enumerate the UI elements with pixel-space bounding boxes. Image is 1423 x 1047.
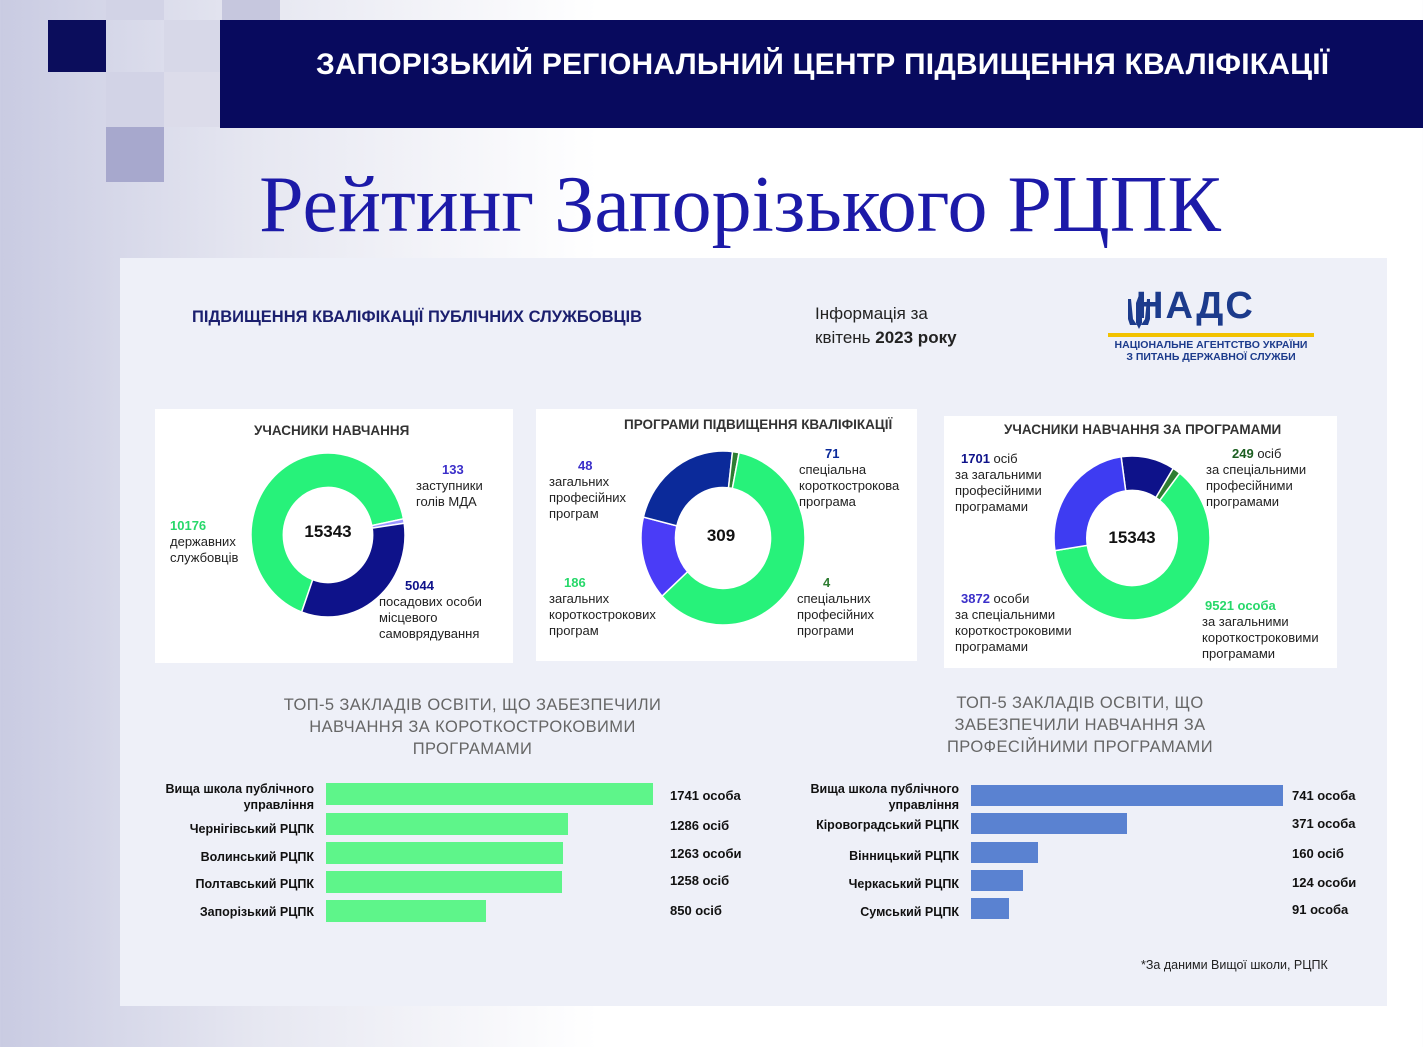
nads-sub1: НАЦІОНАЛЬНЕ АГЕНТСТВО УКРАЇНИ	[1114, 339, 1308, 351]
label-general-prof-people-desc: за загальними професійними програмами	[955, 467, 1042, 514]
label-unit-osoba: особа	[1237, 598, 1276, 613]
label-special-prof-people	[1206, 446, 1326, 462]
bars1-value-label: 741 особа	[1292, 788, 1356, 803]
bar-chart-short-title: ТОП-5 ЗАКЛАДІВ ОСВІТИ, ЩО ЗАБЕЗПЕЧИЛИ НАВЧАННЯ ЗА КОРОТКОСТРОКОВИМИ ПРОГРАМАМИ	[283, 696, 662, 758]
bars1-category-label: Вища школа публічного управління	[810, 782, 959, 812]
label-general-short-people-value: 9521	[1205, 598, 1234, 613]
label-special-short-value: 71	[825, 446, 840, 461]
nads-subtitle	[1100, 339, 1322, 363]
label-general-prof-people-value: 1701	[961, 451, 990, 466]
bars1-bar	[971, 870, 1023, 891]
donut1-slice-1	[643, 451, 732, 526]
label-general-short-people-row	[1202, 598, 1332, 614]
infographic-heading: ПІДВИЩЕННЯ КВАЛІФІКАЦІЇ ПУБЛІЧНИХ СЛУЖБОВЦІВ	[192, 308, 643, 326]
card-by-program-title: УЧАСНИКИ НАВЧАННЯ ЗА ПРОГРАМАМИ	[1004, 422, 1282, 437]
label-civil-servants-text: державних службовців	[170, 534, 239, 565]
label-special-prof-text: спеціальних професійних програми	[797, 591, 875, 638]
decor-square	[222, 0, 280, 20]
label-special-prof-people-value: 249	[1232, 446, 1254, 461]
bars1-category-label: Сумський РЦПК	[860, 905, 959, 919]
label-local-officials-text: посадових особи місцевого самоврядування	[379, 594, 482, 641]
label-general-short-people	[1202, 598, 1332, 614]
donut-by-program-total: 15343	[1108, 528, 1156, 547]
donut-programs-total: 309	[706, 526, 736, 545]
bars0-category-label: Чернігівський РЦПК	[189, 822, 314, 836]
nads-name: НАДС	[1136, 285, 1255, 327]
nads-stripe	[1108, 333, 1314, 337]
bars1-bar	[971, 813, 1127, 834]
bars1-category-label: Вінницький РЦПК	[849, 849, 959, 863]
label-special-prof-people-desc: за спеціальними професійними програмами	[1206, 462, 1307, 509]
banner-title: ЗАПОРІЗЬКИЙ РЕГІОНАЛЬНИЙ ЦЕНТР ПІДВИЩЕННЯ КВАЛІФІКАЦІЇ	[316, 48, 1330, 81]
bars1-bar	[971, 785, 1283, 806]
decor-square	[164, 72, 222, 127]
donut-participants-total: 15343	[304, 522, 352, 541]
card-participants-title: УЧАСНИКИ НАВЧАННЯ	[254, 423, 410, 438]
bars0-value-label: 1258 осіб	[670, 873, 730, 888]
decor-square	[106, 72, 164, 127]
label-unit-osib: осіб	[993, 451, 1018, 466]
label-general-short-text: загальних короткострокових програм	[549, 591, 656, 638]
footnote: *За даними Вищої школи, РЦПК	[1141, 958, 1328, 972]
label-general-short	[549, 575, 674, 639]
bars1-value-label: 124 особи	[1292, 875, 1357, 890]
bars0-value-label: 1263 особи	[670, 846, 742, 861]
bars1-value-label: 91 особа	[1292, 902, 1349, 917]
label-special-short-people-row	[955, 591, 1075, 607]
label-general-prof-people-row	[955, 451, 1065, 467]
bars0-bar	[326, 783, 653, 805]
label-special-prof-people-row	[1206, 446, 1326, 462]
info-line1: Інформація за	[815, 304, 928, 323]
bars1-category-label: Черкаський РЦПК	[848, 877, 959, 891]
info-line2-prefix: квітень	[815, 328, 876, 347]
label-general-prof-value: 48	[578, 458, 593, 473]
bars0-value-label: 850 осіб	[670, 903, 722, 918]
label-general-short-people-desc: за загальними короткостроковими програмами	[1202, 614, 1319, 661]
bars0-bar	[326, 842, 563, 864]
bars0-bar	[326, 871, 562, 893]
bars1-value-label: 371 особа	[1292, 816, 1356, 831]
bars0-category-label: Волинський РЦПК	[200, 850, 314, 864]
label-general-short-value: 186	[564, 575, 586, 590]
label-local-officials	[379, 578, 504, 642]
label-deputies	[416, 462, 496, 510]
nads-sub2: З ПИТАНЬ ДЕРЖАВНОЇ СЛУЖБИ	[1126, 351, 1296, 363]
label-deputies-value: 133	[442, 462, 464, 477]
label-general-prof-text: загальних професійних програм	[549, 474, 627, 521]
decor-square	[48, 20, 106, 72]
label-unit-osib: осіб	[1257, 446, 1282, 461]
label-local-officials-value: 5044	[405, 578, 434, 593]
card-programs-title: ПРОГРАМИ ПІДВИЩЕННЯ КВАЛІФІКАЦІЇ	[624, 417, 893, 432]
label-special-short-people	[955, 591, 1075, 607]
bars1-bar	[971, 898, 1009, 919]
label-general-prof-people	[955, 451, 1065, 467]
bars0-category-label: Запорізький РЦПК	[199, 905, 314, 919]
bar-chart-prof-title: ТОП-5 ЗАКЛАДІВ ОСВІТИ, ЩО ЗАБЕЗПЕЧИЛИ НАВЧАННЯ ЗА ПРОФЕСІЙНИМИ ПРОГРАМАМИ	[947, 694, 1213, 756]
label-general-prof	[549, 458, 644, 522]
label-unit-osobi: особи	[993, 591, 1030, 606]
label-deputies-text: заступники голів МДА	[416, 478, 483, 509]
bars0-category-label: Полтавський РЦПК	[195, 877, 314, 891]
decor-square	[106, 0, 164, 20]
bars0-value-label: 1286 осіб	[670, 818, 730, 833]
bars1-value-label: 160 осіб	[1292, 846, 1344, 861]
label-special-short-people-desc: за спеціальними короткостроковими програмами	[955, 607, 1072, 654]
info-year: 2023 року	[875, 328, 957, 347]
label-special-short-people-value: 3872	[961, 591, 990, 606]
bars0-value-label: 1741 особа	[670, 788, 741, 803]
label-civil-servants	[170, 518, 242, 566]
info-period	[815, 302, 957, 350]
label-special-prof	[797, 575, 897, 639]
label-civil-servants-value: 10176	[170, 518, 207, 533]
bars0-bar	[326, 813, 568, 835]
label-special-prof-value: 4	[823, 575, 831, 590]
info-line2	[815, 326, 957, 350]
label-special-short-text: спеціальна короткострокова програма	[799, 462, 900, 509]
decor-square	[164, 20, 222, 72]
bars1-category-label: Кіровоградський РЦПК	[816, 818, 959, 832]
bars0-bar	[326, 900, 486, 922]
bars1-bar	[971, 842, 1038, 863]
label-special-short	[799, 446, 917, 510]
slide-title: Рейтинг Запорізького РЦПК	[259, 161, 1221, 249]
bars0-category-label: Вища школа публічного управління	[165, 782, 314, 812]
